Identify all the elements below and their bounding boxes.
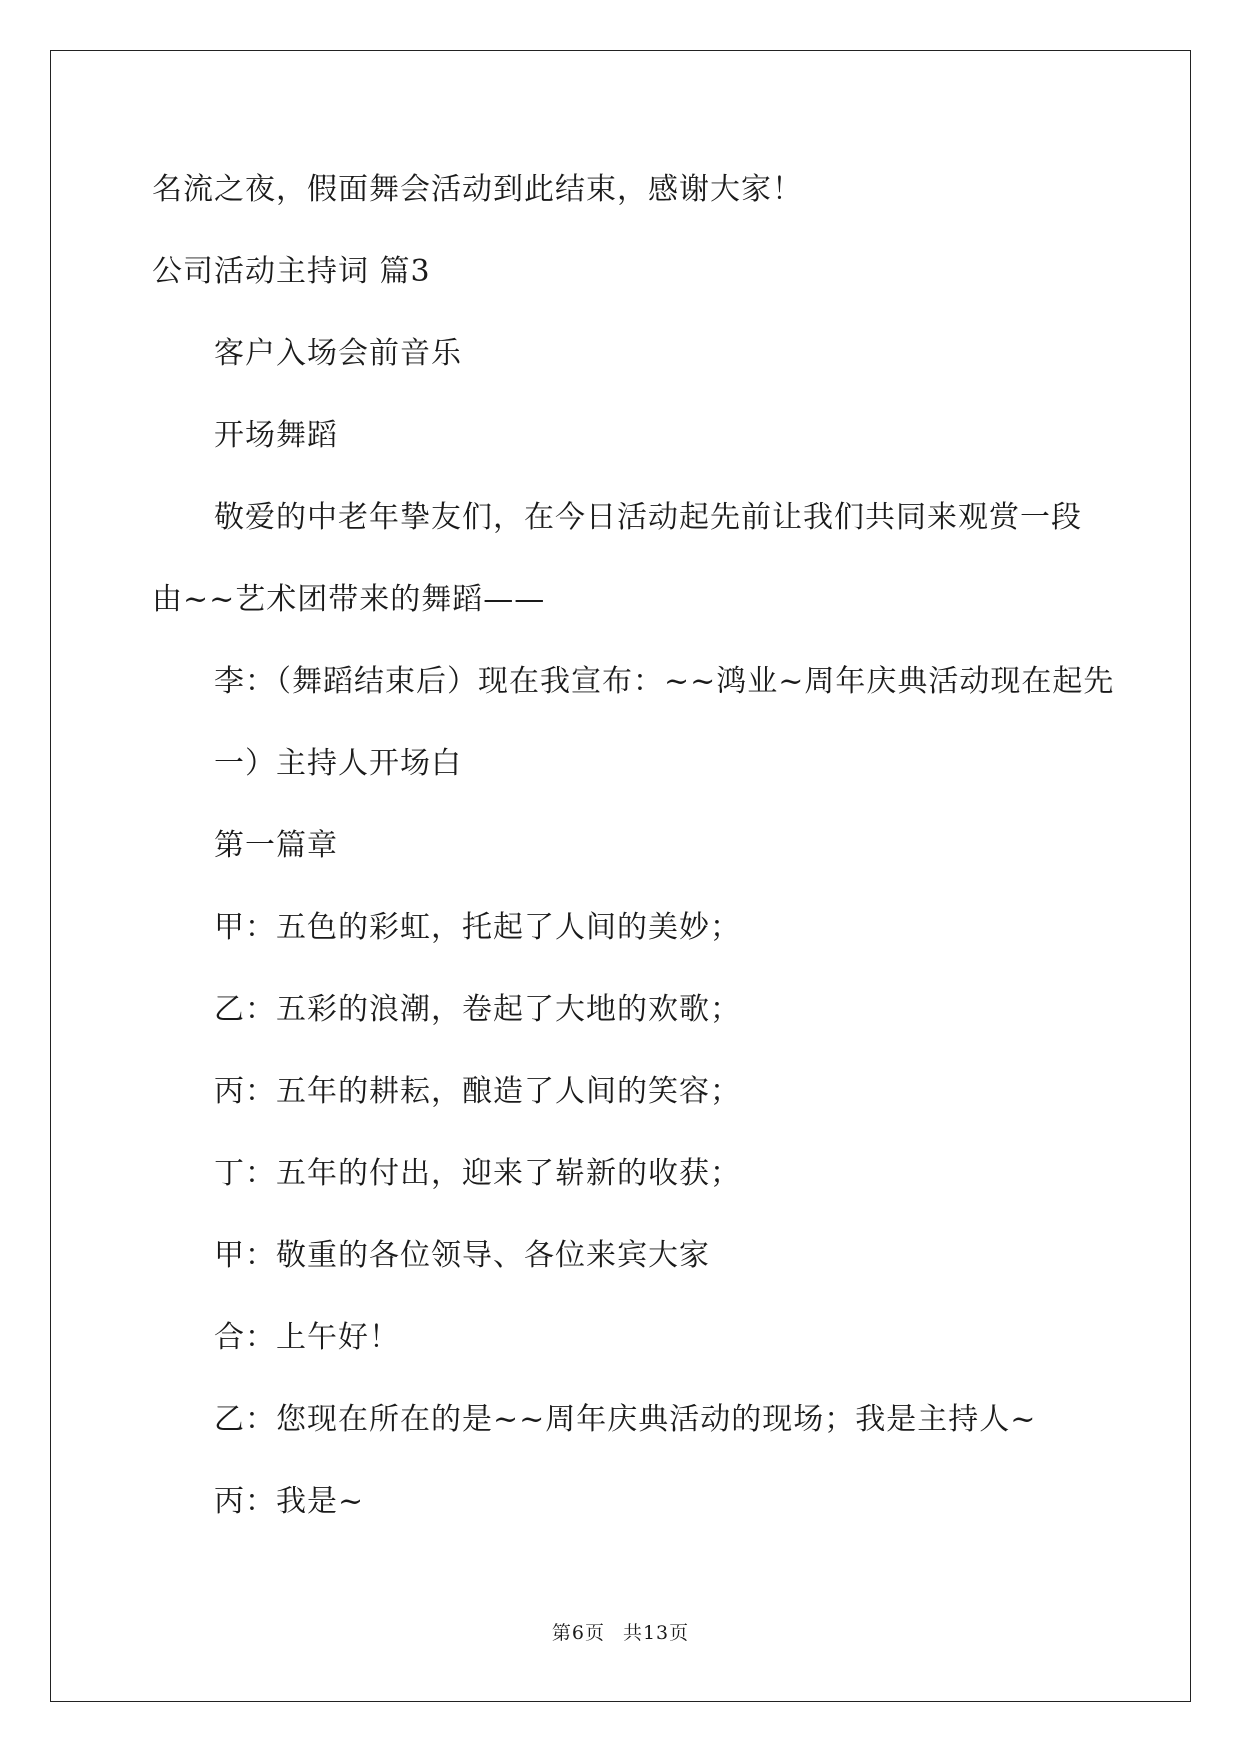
paragraph-line: 李：（舞蹈结束后）现在我宣布：~~鸿业~周年庆典活动现在起先	[214, 664, 1115, 699]
page-border	[50, 50, 1191, 1702]
page-footer	[0, 1618, 1241, 1645]
paragraph-line: 客户入场会前音乐	[214, 336, 462, 371]
closing-line: 名流之夜，假面舞会活动到此结束，感谢大家！	[152, 172, 803, 207]
paragraph-line: 由~~艺术团带来的舞蹈——	[152, 582, 546, 617]
paragraph-line: 乙：五彩的浪潮，卷起了大地的欢歌；	[214, 992, 741, 1027]
paragraph-line: 丁：五年的付出，迎来了崭新的收获；	[214, 1156, 741, 1191]
paragraph-line: 第一篇章	[214, 828, 338, 863]
paragraph-line: 敬爱的中老年挚友们，在今日活动起先前让我们共同来观赏一段	[214, 500, 1082, 535]
paragraph-line: 乙：您现在所在的是~~周年庆典活动的现场；我是主持人~	[214, 1402, 1037, 1437]
page-total: 共13页	[622, 1622, 690, 1644]
section-heading: 公司活动主持词 篇3	[152, 254, 431, 289]
paragraph-line: 一）主持人开场白	[214, 746, 462, 781]
paragraph-line: 丙：五年的耕耘，酿造了人间的笑容；	[214, 1074, 741, 1109]
page-number: 第6页	[551, 1622, 605, 1644]
paragraph-line: 丙：我是~	[214, 1484, 365, 1519]
paragraph-line: 开场舞蹈	[214, 418, 338, 453]
paragraph-line: 合：上午好！	[214, 1320, 400, 1355]
paragraph-line: 甲：五色的彩虹，托起了人间的美妙；	[214, 910, 741, 945]
paragraph-line: 甲：敬重的各位领导、各位来宾大家	[214, 1238, 710, 1273]
